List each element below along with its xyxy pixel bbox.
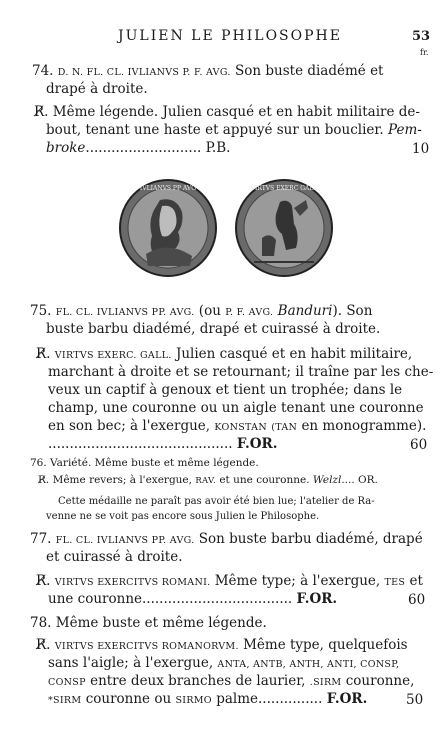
footnote: venne ne se voit pas encore sous Julien le Philosophe.	[46, 511, 320, 522]
reverse-legend: VIRTVS EXERCITVS ROMANI.	[54, 577, 211, 588]
rarity-code: F.OR.	[326, 691, 368, 707]
reverse-line-end	[46, 139, 230, 157]
exergue-mark: .SIRM	[309, 677, 342, 688]
coin-legend: FL. CL. IVLIANVS PP. AVG.	[55, 535, 195, 546]
entry-75-reverse: R̸. VIRTVS EXERC. GALL. Julien casqué et en habit militaire,	[36, 346, 413, 362]
entry-number: 74.	[32, 63, 54, 79]
reverse-line-end: *SIRM couronne ou SIRMO palme............... F.OR.	[48, 691, 368, 707]
source-name: Welzl	[312, 474, 342, 486]
obverse-description-cont: drapé à droite.	[46, 81, 148, 97]
entry-number: 76.	[30, 457, 47, 469]
coin-legend: IVLIANVS PP AVG	[139, 185, 197, 192]
reverse-symbol: R̸.	[36, 637, 51, 653]
reverse-description: veux un captif à genoux et tient un trophée; dans le	[48, 382, 403, 398]
rarity-code: OR.	[358, 474, 378, 486]
source-name: broke	[46, 140, 86, 156]
rarity-code: P.B.	[205, 140, 231, 156]
source-name: Pem-	[387, 122, 422, 138]
rarity-code: F.OR.	[236, 436, 278, 452]
coin-legend: D. N. FL. CL. IVLIANVS P. F. AVG.	[57, 67, 231, 78]
coin-legend: VIRTVS EXERC GALL	[250, 185, 318, 192]
coin-legend: FL. CL. IVLIANVS PP. AVG.	[55, 307, 195, 318]
rarity-code: F.OR.	[296, 591, 338, 607]
footnote: Cette médaille ne paraît pas avoir été bien lue; l'atelier de Ra-	[58, 496, 375, 507]
reverse-legend: VIRTVS EXERCITVS ROMANORVM.	[54, 641, 239, 652]
entry-74-obverse	[32, 62, 383, 82]
exergue-mark: SIRMO	[175, 695, 212, 706]
price: 10	[412, 141, 430, 157]
source-name: Banduri	[277, 303, 333, 319]
price: 50	[406, 692, 424, 708]
reverse-description: marchant à droite et se retournant; il traîne par les che-	[48, 364, 434, 380]
page-title: JULIEN LE PHILOSOPHE	[118, 28, 342, 44]
entry-77-reverse: R̸. VIRTVS EXERCITVS ROMANI. Même type; à l'exergue, TES et	[36, 573, 423, 589]
entry-76-reverse: R̸. Même revers; à l'exergue, RAV. et une couronne. Welzl.... OR.	[38, 474, 378, 486]
entry-number: 78.	[30, 615, 52, 631]
price: 60	[408, 592, 426, 608]
leader-dots: ...................................	[142, 591, 293, 607]
reverse-line-end	[48, 435, 277, 453]
leader-dots: ....	[341, 474, 355, 486]
reverse-legend: VIRTVS EXERC. GALL.	[54, 350, 172, 361]
entry-77-obverse: 77. FL. CL. IVLIANVS PP. AVG. Son buste barbu diadémé, drapé	[30, 531, 423, 547]
obverse-description: buste barbu diadémé, drapé et cuirassé à droite.	[46, 321, 381, 337]
exergue-mark: CONSP	[48, 677, 86, 688]
reverse-description: champ, une couronne ou un aigle tenant une couronne	[48, 400, 424, 416]
reverse-symbol: R̸.	[38, 474, 50, 486]
reverse-description-cont: bout, tenant une haste et appuyé sur un bouclier. Pem-	[46, 122, 422, 138]
price: 60	[410, 437, 428, 453]
reverse-description: sans l'aigle; à l'exergue, ANTA, ANTB, ANTH, ANTI, CONSP,	[48, 655, 400, 671]
corner-mark: fr.	[420, 48, 429, 57]
reverse-symbol: R̸.	[36, 573, 51, 589]
exergue-mark: RAV.	[195, 476, 216, 486]
entry-number: 75.	[30, 303, 52, 319]
entry-74-reverse	[34, 103, 420, 121]
coin-legend-variant: P. F. AVG.	[225, 307, 274, 318]
coin-obverse-image	[118, 178, 218, 278]
leader-dots: ...............	[258, 691, 323, 707]
entry-number: 77.	[30, 531, 52, 547]
reverse-description: en son bec; à l'exergue, KONSTAN (TAN en monogramme).	[48, 418, 427, 434]
obverse-description: Son buste diadémé et	[235, 63, 384, 79]
obverse-description: et cuirassé à droite.	[46, 549, 183, 565]
reverse-description: CONSP entre deux branches de laurier, .SIRM couronne,	[48, 673, 415, 689]
reverse-symbol: R̸.	[36, 346, 51, 362]
exergue-mark: KONSTAN	[214, 422, 267, 433]
leader-dots: ...........................................	[48, 436, 233, 452]
coin-reverse-image	[234, 178, 334, 278]
reverse-line-end: une couronne................................... F.OR.	[48, 591, 338, 607]
reverse-symbol: R̸.	[34, 104, 49, 120]
entry-78-reverse: R̸. VIRTVS EXERCITVS ROMANORVM. Même type, quelquefois	[36, 637, 408, 653]
leader-dots: ...........................	[85, 140, 202, 156]
reverse-description: Même légende. Julien casqué et en habit militaire de-	[52, 104, 420, 120]
exergue-mark: *SIRM	[48, 695, 82, 706]
entry-75-obverse: 75. FL. CL. IVLIANVS PP. AVG. (ou P. F. AVG. Banduri). Son	[30, 303, 373, 319]
entry-78-obverse: 78. Même buste et même légende.	[30, 615, 267, 631]
page-number: 53	[412, 29, 431, 44]
exergue-mark: TES	[384, 577, 406, 588]
exergue-marks: ANTA, ANTB, ANTH, ANTI, CONSP,	[217, 659, 400, 670]
entry-76-obverse: 76. Variété. Même buste et même légende.	[30, 457, 259, 469]
